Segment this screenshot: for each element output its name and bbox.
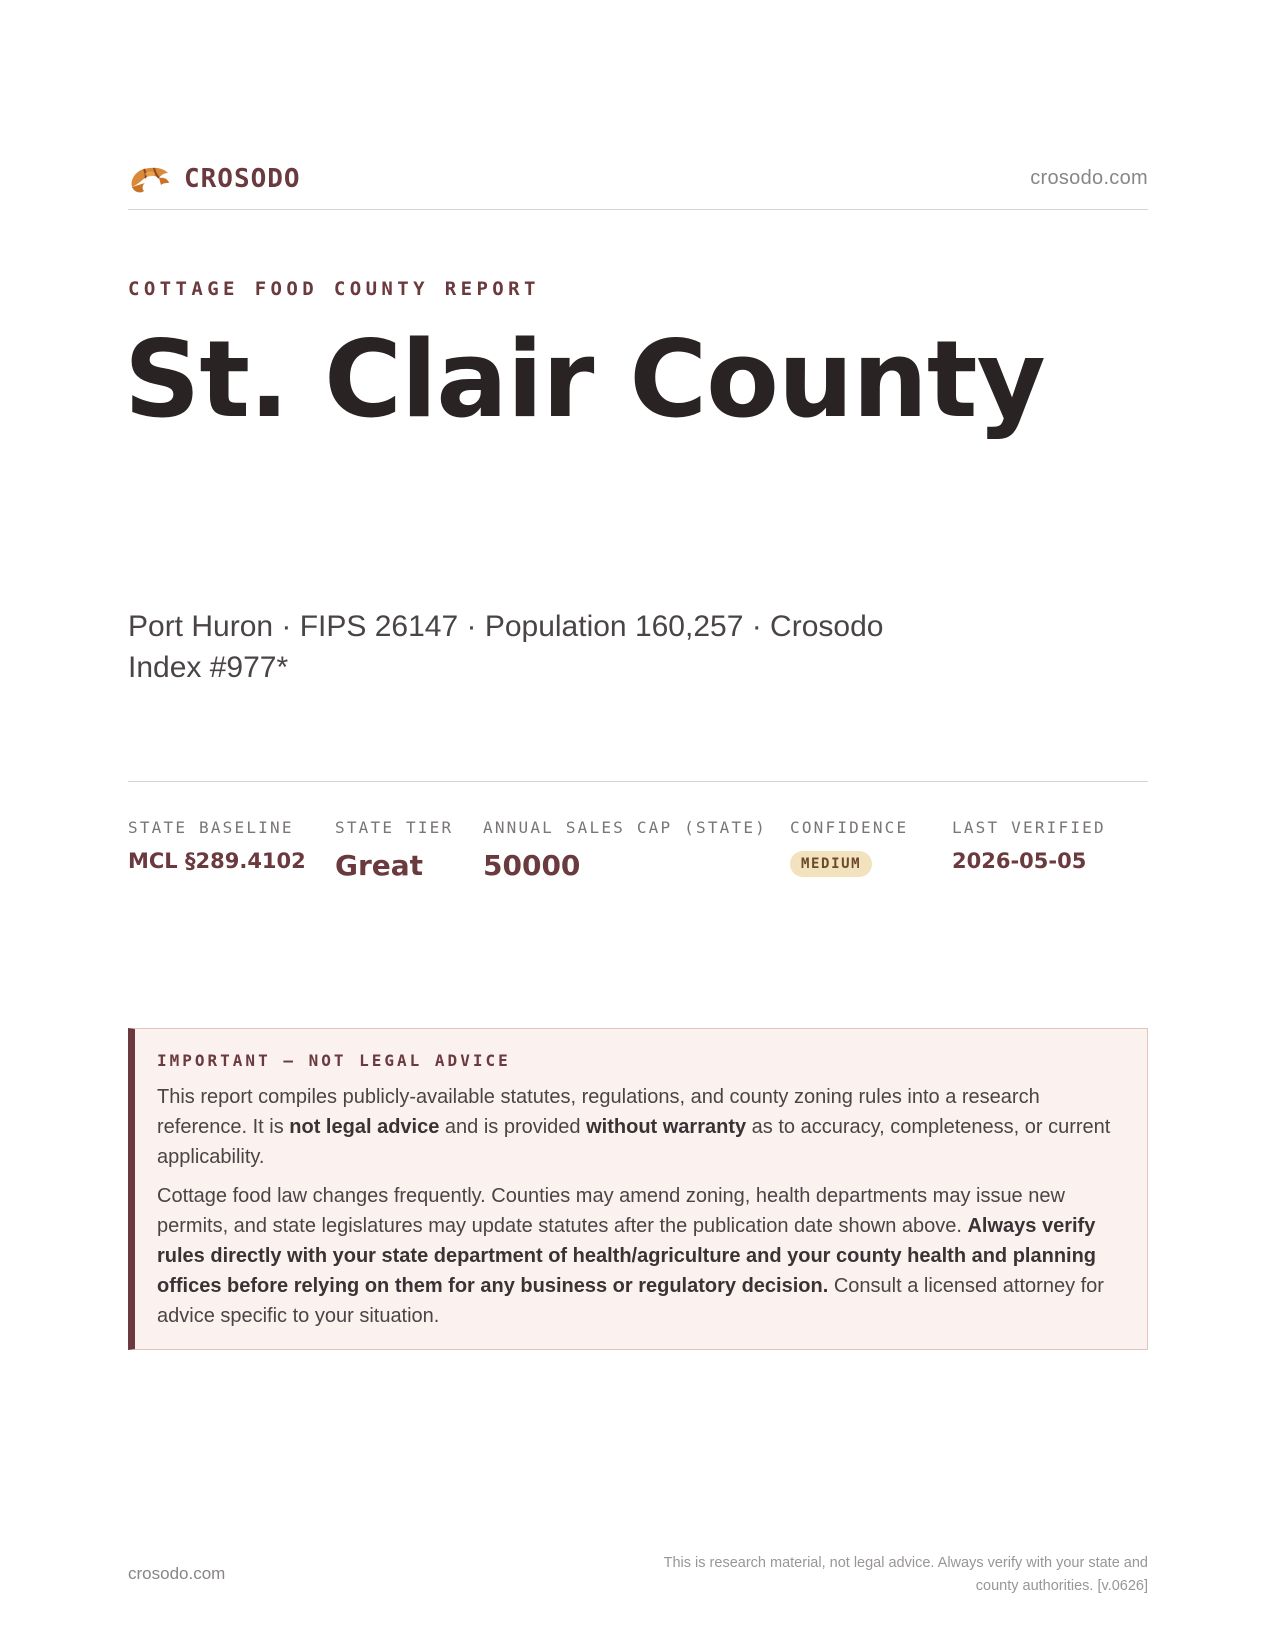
stat-value: 50000 bbox=[483, 849, 581, 882]
page-title: St. Clair County bbox=[124, 318, 1045, 441]
stats-row bbox=[128, 781, 1148, 882]
footer-url[interactable]: crosodo.com bbox=[128, 1564, 226, 1583]
stat-label: STATE BASELINE bbox=[128, 818, 294, 837]
brand-name: CROSODO bbox=[184, 164, 301, 194]
report-page bbox=[124, 0, 1148, 1650]
stat-value: MCL §289.4102 bbox=[128, 849, 306, 873]
confidence-badge: MEDIUM bbox=[790, 851, 872, 877]
legal-notice bbox=[128, 1028, 1148, 1350]
notice-paragraph-2: Cottage food law changes frequently. Counties may amend zoning, health departments may issue new permits, and state legislatures may update statutes after the publication date shown above. Always verify rules directly with your state department of health/agriculture and your county health and planning offices before relying on them for any business or regulatory decision. Consult a licensed attorney for advice specific to your situation. bbox=[157, 1185, 1104, 1327]
county-subtitle: Port Huron · FIPS 26147 · Population 160,257 · Crosodo Index #977* bbox=[128, 610, 884, 684]
stat-state-baseline bbox=[128, 818, 306, 873]
stat-value: 2026-05-05 bbox=[952, 849, 1087, 873]
brand bbox=[128, 161, 301, 197]
report-eyebrow: COTTAGE FOOD COUNTY REPORT bbox=[128, 278, 540, 300]
stat-annual-sales-cap bbox=[483, 818, 767, 882]
footer-disclaimer: This is research material, not legal advice. Always verify with your state and county authorities. [v.0626] bbox=[663, 1555, 1148, 1594]
stat-label: CONFIDENCE bbox=[790, 818, 909, 837]
stat-label: LAST VERIFIED bbox=[952, 818, 1106, 837]
croissant-icon bbox=[128, 161, 172, 197]
stat-value: Great bbox=[335, 849, 424, 882]
notice-title: IMPORTANT — NOT LEGAL ADVICE bbox=[157, 1051, 511, 1070]
notice-paragraph-1: This report compiles publicly-available statutes, regulations, and county zoning rules into a research reference. It is not legal advice and is provided without warranty as to accuracy, completeness, or current applicability. bbox=[157, 1086, 1111, 1168]
page-header bbox=[128, 157, 1148, 210]
site-url[interactable]: crosodo.com bbox=[1030, 167, 1148, 189]
stat-label: STATE TIER bbox=[335, 818, 454, 837]
stat-label: ANNUAL SALES CAP (STATE) bbox=[483, 818, 767, 837]
stat-last-verified bbox=[952, 818, 1106, 873]
stat-confidence bbox=[790, 818, 908, 877]
stat-state-tier bbox=[335, 818, 453, 882]
